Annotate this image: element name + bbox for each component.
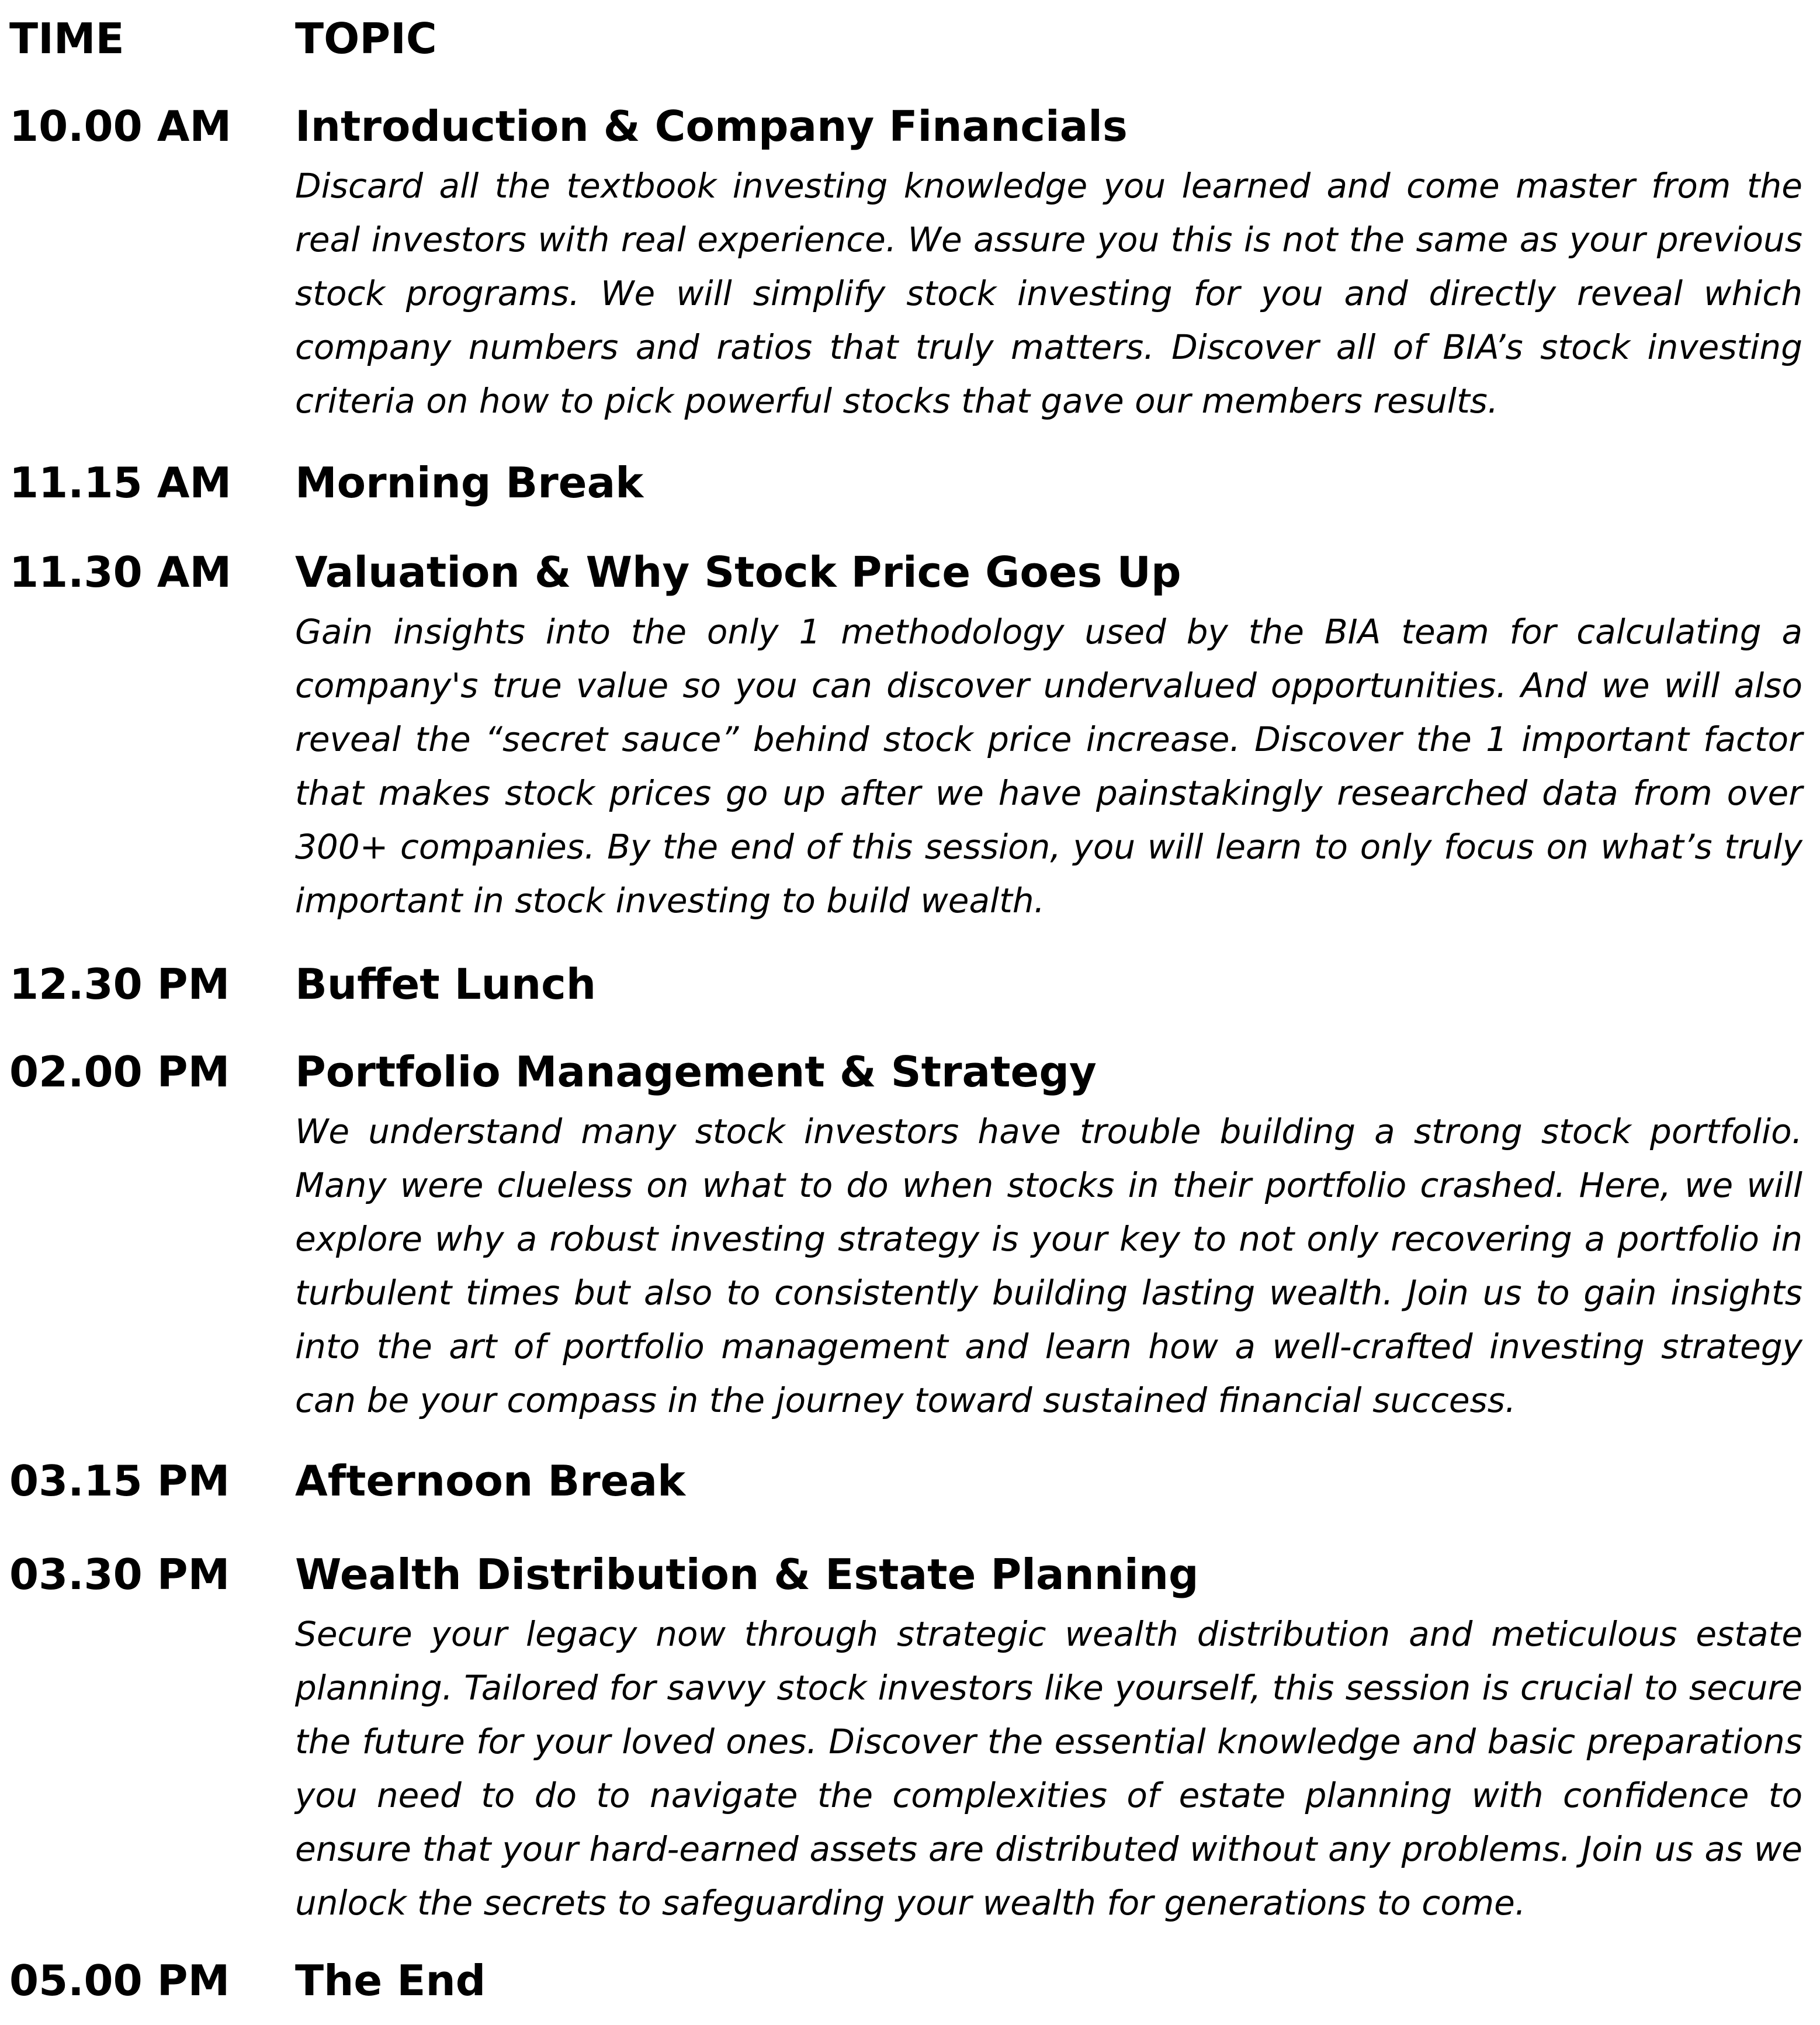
session-description: Gain insights into the only 1 methodology used by the BIA team for calculating a company's true value so you can discover undervalued opportunities. And we will also reveal the “secret sauce” behind stock price increase. Discover the 1 important factor that makes stock prices go up after we have painstakingly researched data from over 300+ companies. By the end of this session, you will learn to only focus on what’s truly important in stock investing to build wealth. — [295, 612, 1802, 920]
topic-column-header: TOPIC — [295, 14, 437, 63]
session-title: Wealth Distribution & Estate Planning — [295, 1550, 1199, 1599]
session-time: 02.00 PM — [9, 1047, 230, 1096]
session-time: 11.30 AM — [9, 548, 232, 597]
session-title: Buffet Lunch — [295, 960, 597, 1009]
session-title: Afternoon Break — [295, 1456, 686, 1505]
session-time: 10.00 AM — [9, 102, 232, 151]
time-column-header: TIME — [9, 14, 124, 63]
session-description: Discard all the textbook investing knowledge you learned and come master from the real investors with real experience. We assure you this is not the same as your previous stock programs. We will simplify stock investing for you and directly reveal which company numbers and ratios that truly matters. Discover all of BIA’s stock investing criteria on how to pick powerful stocks that gave our members results. — [295, 166, 1802, 421]
session-time: 11.15 AM — [9, 458, 232, 507]
session-time: 05.00 PM — [9, 1956, 230, 2005]
session-title: The End — [295, 1956, 486, 2005]
session-time: 03.15 PM — [9, 1456, 230, 1505]
session-time: 03.30 PM — [9, 1550, 230, 1599]
session-description: We understand many stock investors have trouble building a strong stock portfolio. Many were clueless on what to do when stocks in their portfolio crashed. Here, we will explore why a robust investing strategy is your key to not only recovering a portfolio in turbulent times but also to consistently building lasting wealth. Join us to gain insights into the art of portfolio management and learn how a well-crafted investing strategy can be your compass in the journey toward sustained financial success. — [295, 1112, 1802, 1420]
session-title: Introduction & Company Financials — [295, 102, 1128, 151]
session-title: Portfolio Management & Strategy — [295, 1047, 1097, 1096]
session-description: Secure your legacy now through strategic wealth distribution and meticulous estate planning. Tailored for savvy stock investors like yourself, this session is crucial to secure the future for your loved ones. Discover the essential knowledge and basic preparations you need to do to navigate the complexities of estate planning with confidence to ensure that your hard-earned assets are distributed without any problems. Join us as we unlock the secrets to safeguarding your wealth for generations to come. — [295, 1614, 1802, 1923]
session-time: 12.30 PM — [9, 960, 230, 1009]
session-title: Valuation & Why Stock Price Goes Up — [295, 548, 1181, 597]
session-title: Morning Break — [295, 458, 644, 507]
